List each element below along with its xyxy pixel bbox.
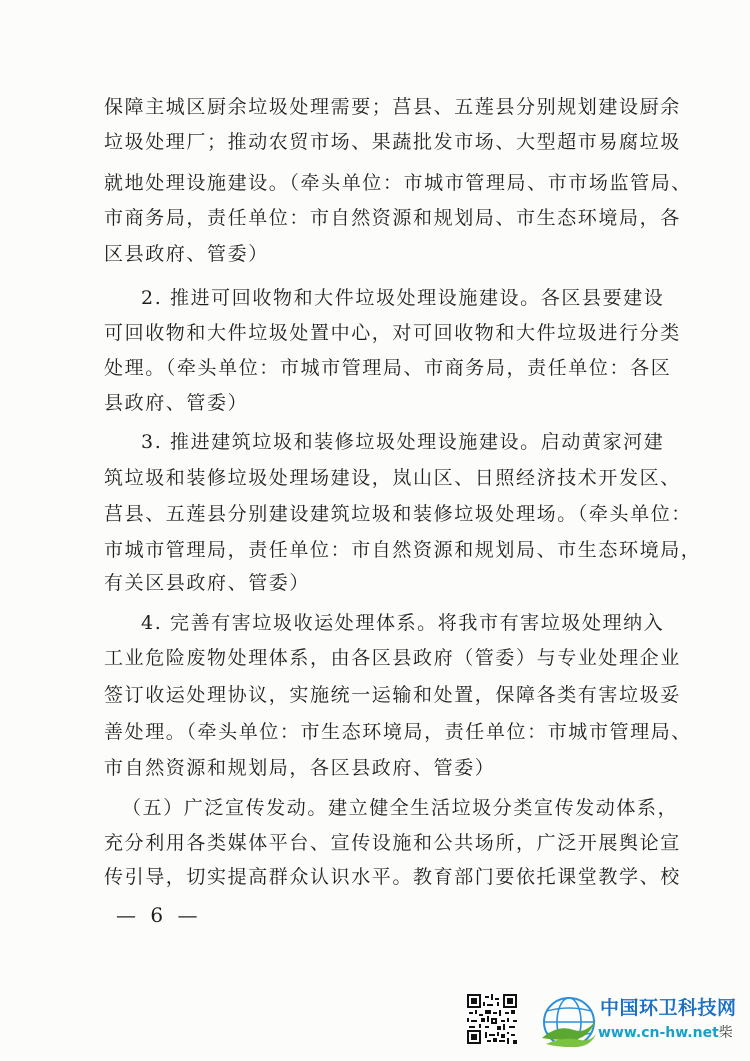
page-number: — 6 — <box>116 903 202 927</box>
text-line: 3. 推进建筑垃圾和装修垃圾处理设施建设。启动黄家河建 <box>141 431 665 453</box>
text-line: 处理。（牵头单位：市城市管理局、市商务局，责任单位：各区 <box>104 357 672 379</box>
text-line: 市商务局，责任单位：市自然资源和规划局、市生态环境局，各 <box>104 207 681 229</box>
site-logo <box>540 992 745 1052</box>
text-line: 市城市管理局，责任单位：市自然资源和规划局、市生态环境局， <box>104 539 702 561</box>
text-line: 莒县、五莲县分别建设建筑垃圾和装修垃圾处理场。（牵头单位： <box>104 503 692 525</box>
site-name: 中国环卫科技网 <box>600 997 737 1019</box>
text-line: 善处理。（牵头单位：市生态环境局，责任单位：市城市管理局、 <box>104 721 692 743</box>
text-line: 市自然资源和规划局，各区县政府、管委） <box>104 757 496 779</box>
text-line: 传引导，切实提高群众认识水平。教育部门要依托课堂教学、校 <box>104 866 681 888</box>
text-line: 工业危险废物处理体系，由各区县政府（管委）与专业处理企业 <box>104 647 681 669</box>
text-line: 垃圾处理厂；推动农贸市场、果蔬批发市场、大型超市易腐垃圾 <box>104 131 681 153</box>
globe-icon <box>540 994 598 1050</box>
text-line: 区县政府、管委） <box>104 243 269 265</box>
site-url-suffix: 柴 <box>718 1025 733 1041</box>
text-line: 保障主城区厨余垃圾处理需要；莒县、五莲县分别规划建设厨余 <box>104 96 681 118</box>
text-line: 可回收物和大件垃圾处置中心，对可回收物和大件垃圾进行分类 <box>104 322 681 344</box>
site-url <box>598 1024 733 1042</box>
text-line: 签订收运处理协议，实施统一运输和处置，保障各类有害垃圾妥 <box>104 684 681 706</box>
text-line: 县政府、管委） <box>104 392 249 414</box>
site-url-text: www.cn-hw.net <box>598 1025 719 1041</box>
text-line: 4. 完善有害垃圾收运处理体系。将我市有害垃圾处理纳入 <box>141 612 665 634</box>
text-line: 充分利用各类媒体平台、宣传设施和公共场所，广泛开展舆论宣 <box>104 832 681 854</box>
text-line: （五）广泛宣传发动。建立健全生活垃圾分类宣传发动体系， <box>122 797 679 819</box>
text-line: 2. 推进可回收物和大件垃圾处理设施建设。各区县要建设 <box>141 287 665 309</box>
text-line: 筑垃圾和装修垃圾处理场建设，岚山区、日照经济技术开发区、 <box>104 467 681 489</box>
text-line: 就地处理设施建设。（牵头单位：市城市管理局、市市场监管局、 <box>104 172 692 194</box>
text-line: 有关区县政府、管委） <box>104 572 311 594</box>
qr-code-icon <box>467 994 517 1044</box>
